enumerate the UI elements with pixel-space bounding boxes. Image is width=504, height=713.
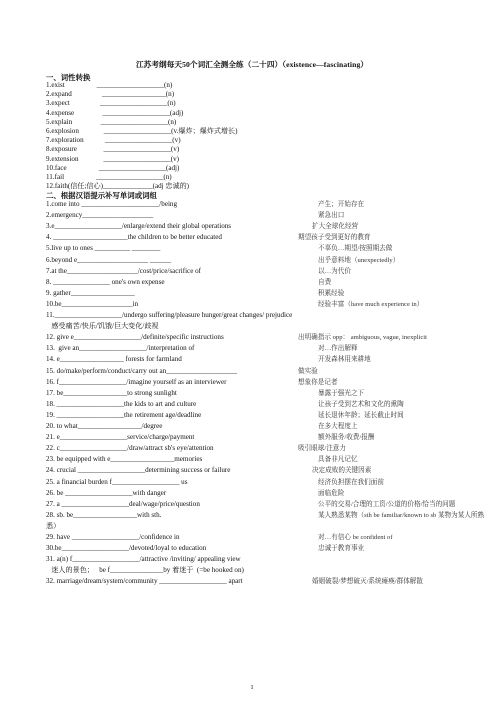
phrase-item-en: 1.come into ______________________/being: [46, 200, 178, 208]
conversion-item: 11.fail ___________________(n): [46, 173, 172, 181]
phrase-item-en: 6.beyond e____________________ ______: [46, 255, 172, 264]
phrase-item-cn: 在多大程度上: [318, 423, 358, 430]
phrase-item-en: 24. crucial ___________________determining success or failure: [46, 466, 231, 475]
phrase-item-en: 23. be equipped with e__________________memories: [46, 455, 203, 464]
phrase-item-cn: 以…为代价: [318, 267, 351, 275]
phrase-item-en: 32. marriage/dream/system/community ___________________ apart: [46, 577, 243, 586]
phrase-item-en: 28. sb. be__________________with sth.: [46, 510, 162, 519]
phrase-item-en: 感受痛苦/快乐/饥饿/巨大变化/歧视: [46, 322, 159, 331]
conversion-item: 9.extension ___________________(v): [46, 154, 179, 163]
phrase-item-en: 迷人的景色； be f_______________by 着迷于 (=be hooked on): [46, 566, 244, 575]
phrase-item-cn: 具备非凡记忆: [318, 456, 358, 464]
phrase-item-cn: 期望孩子受到更好的教育: [298, 234, 371, 242]
phrase-item-en: 9. gather__________________: [46, 288, 135, 297]
phrase-item-cn: 做实验: [298, 367, 318, 375]
phrase-item-en: 25. a financial burden f___________________ us: [46, 477, 188, 486]
phrase-item-en: 14. e__________________ forests for farmland: [46, 355, 182, 364]
phrase-item-cn: 面临危险: [318, 489, 345, 497]
phrase-item-cn: 决定成败的关键因素: [312, 467, 372, 475]
conversion-item: 5.explain ___________________(n): [46, 117, 177, 126]
phrase-item-cn: 积累经验: [318, 289, 345, 297]
conversion-item: 8.exposure ___________________(v): [46, 145, 180, 154]
phrase-item-en: 12. give e___________________/definite/specific instructions: [46, 333, 224, 342]
phrase-item-en: 11.___________________/undergo suffering/pleasure hunger/great changes/ prejudice: [46, 311, 293, 319]
phrase-item-cn: 扩大全球化经营: [312, 223, 359, 231]
phrase-item-cn: 紧急出口: [318, 212, 345, 220]
conversion-item: 6.explosion ___________________(v.爆炸；爆炸式增长): [46, 127, 238, 135]
phrase-item-cn: 公平的交易/合理的工资/公道的价格/恰当的问题: [318, 500, 456, 508]
phrase-item-en: 7.at the____________________/cost/price/sacrifice of: [46, 266, 202, 275]
page-title: 江苏考纲每天50个词汇全测全练（二十四）（existence—fascinating）: [135, 60, 369, 69]
phrase-item-en: 27. a ___________________deal/wage/price/question: [46, 499, 200, 508]
phrase-item-cn: 吸引眼球/注意力: [298, 445, 346, 453]
phrase-item-en: 29. have ___________________/confidence in: [46, 533, 180, 541]
phrase-item-cn: 开发森林用来耕地: [318, 356, 371, 364]
phrase-item-cn: 额外服务/收费/报酬: [318, 434, 375, 442]
conversion-item: 7.exploration ___________________(v): [46, 136, 181, 145]
phrase-item-cn: 延长退休年龄；延长截止时间: [318, 411, 404, 419]
phrase-item-en: 31. a(n) f___________________/attractive /inviting/ appealing view: [46, 555, 241, 564]
phrase-item-cn: 产生；开始存在: [318, 201, 365, 208]
phrase-item-en: 22. c___________________/draw/attract sb's eye/attention: [46, 444, 214, 453]
conversion-item: 10.face ___________________(adj): [46, 163, 180, 172]
phrase-item-en: 悉）: [46, 521, 61, 530]
conversion-item: 3.expect ___________________(n): [46, 99, 176, 108]
phrase-item-en: 20. to what__________________/degree: [46, 422, 163, 430]
phrase-item-cn: 婚姻破裂/梦想破灭/系统瘫痪/群体解散: [312, 578, 423, 586]
phrase-item-en: 18. ___________________the kids to art and culture: [46, 399, 197, 408]
phrase-item-cn: 对…有信心 be confident of: [318, 534, 393, 541]
phrase-item-en: 15. do/make/perform/conduct/carry out an____________________: [46, 366, 238, 375]
phrase-item-cn: 不辜负…期望/按照期去做: [318, 245, 393, 253]
phrase-item-en: 2.emergency____________________: [46, 211, 154, 220]
phrase-item-cn: 忠诚于教育事业: [318, 545, 365, 553]
phrase-item-en: 5.live up to ones __________ ________: [46, 244, 161, 253]
phrase-item-cn: 对…作出解释: [318, 345, 358, 353]
phrase-item-cn: 经验丰富（have much experience in）: [318, 300, 424, 308]
conversion-item: 1.exist ___________________(n): [46, 81, 173, 89]
phrase-item-en: 17. be__________________to strong sunlight: [46, 388, 177, 397]
phrase-item-en: 3.e___________________/enlarge/extend their global operations: [46, 222, 232, 231]
conversion-item: 2.expand __________________(n): [46, 90, 175, 99]
phrase-item-en: 16. f___________________/imagine yourself as an interviewer: [46, 377, 227, 386]
phrase-item-en: 10.be____________________in: [46, 299, 139, 308]
phrase-item-cn: 出明确指示 opp： ambiguous, vague, inexplicit: [298, 334, 427, 342]
phrase-item-en: 13. give an___________________/interpretation of: [46, 344, 195, 353]
phrase-item-en: 4. _____________________the children to be better educated: [46, 233, 222, 242]
phrase-item-cn: 自费: [318, 278, 332, 286]
phrase-item-cn: 某人熟悉某物（sth be familiar/known to sb 某物为某人所熟: [318, 511, 485, 519]
phrase-item-cn: 出乎意料地（unexpectedly）: [318, 256, 400, 264]
phrase-item-en: 8. ________________ one's own expense: [46, 277, 165, 286]
phrase-item-en: 30.be___________________/devoted/loyal to education: [46, 544, 207, 553]
phrase-item-cn: 让孩子受到艺术和文化的熏陶: [318, 400, 404, 408]
phrase-item-cn: 经济负担摆在我们面前: [318, 478, 384, 486]
conversion-item: 4.expense ___________________(adj): [46, 108, 184, 117]
phrase-item-cn: 暴露于强光之下: [318, 389, 365, 397]
conversion-item: 12.faith(信任;信心)______________(adj 忠诚的): [46, 182, 190, 191]
section-heading-1: 一、词性转换: [46, 73, 91, 82]
phrase-item-en: 19. ___________________the retirement age/deadline: [46, 410, 202, 419]
phrase-item-en: 21. e___________________service/charge/payment: [46, 433, 195, 442]
section-heading-2: 二、根据汉语提示补写单词或词组: [46, 191, 157, 200]
phrase-item-cn: 想象你是记者: [298, 378, 338, 386]
phrase-item-en: 26. be ___________________with danger: [46, 488, 167, 497]
page-number: 1: [250, 684, 254, 691]
